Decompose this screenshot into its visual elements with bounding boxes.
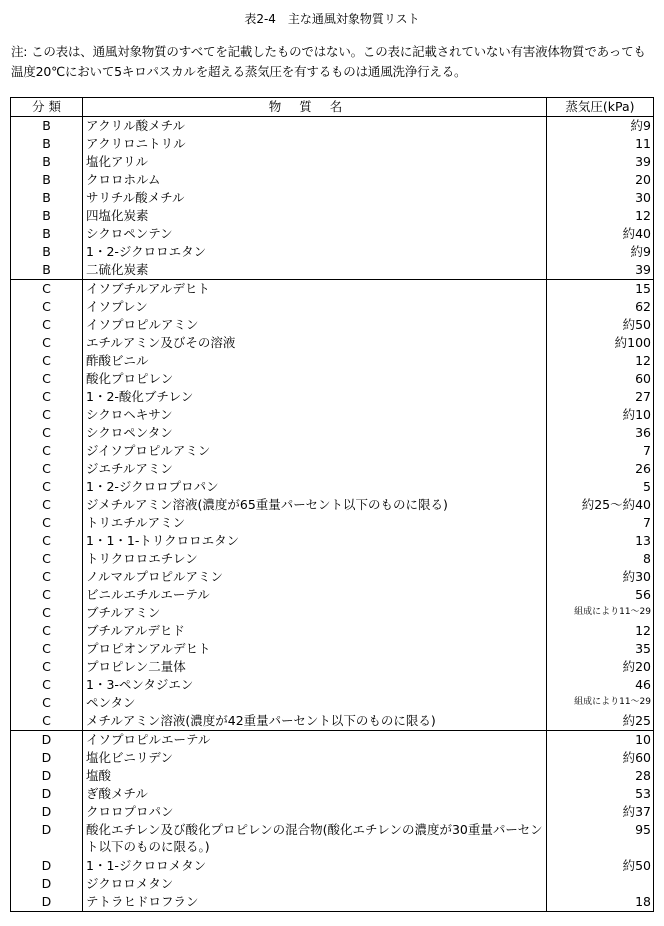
- table-header-row: [11, 98, 654, 117]
- table-row: [11, 225, 654, 243]
- row-vapor-pressure: 約37: [547, 803, 654, 821]
- row-category: B: [11, 135, 83, 153]
- header-category: 分 類: [11, 98, 83, 117]
- row-substance-name: 1・1・1-トリクロロエタン: [83, 532, 547, 550]
- row-vapor-pressure: 組成により11～29: [547, 604, 654, 622]
- row-category: C: [11, 298, 83, 316]
- row-category: D: [11, 767, 83, 785]
- table-row: [11, 767, 654, 785]
- row-vapor-pressure: 95: [547, 821, 654, 857]
- row-vapor-pressure: 約9: [547, 116, 654, 135]
- row-vapor-pressure: 約40: [547, 225, 654, 243]
- row-vapor-pressure: 56: [547, 586, 654, 604]
- row-substance-name: 1・2-酸化ブチレン: [83, 388, 547, 406]
- table-row: [11, 604, 654, 622]
- table-row: [11, 749, 654, 767]
- table-row: [11, 279, 654, 298]
- header-substance-name: 物質名: [83, 98, 547, 117]
- table-row: [11, 207, 654, 225]
- row-category: D: [11, 730, 83, 749]
- row-vapor-pressure: 46: [547, 676, 654, 694]
- row-category: C: [11, 640, 83, 658]
- row-category: B: [11, 189, 83, 207]
- table-row: [11, 893, 654, 912]
- row-vapor-pressure: 36: [547, 424, 654, 442]
- row-vapor-pressure: 5: [547, 478, 654, 496]
- table-row: [11, 857, 654, 875]
- row-category: C: [11, 388, 83, 406]
- row-substance-name: ぎ酸メチル: [83, 785, 547, 803]
- row-category: C: [11, 658, 83, 676]
- row-category: C: [11, 694, 83, 712]
- row-substance-name: プロピレン二量体: [83, 658, 547, 676]
- row-substance-name: ジクロロメタン: [83, 875, 547, 893]
- row-substance-name: ジメチルアミン溶液(濃度が65重量パーセント以下のものに限る): [83, 496, 547, 514]
- row-category: B: [11, 207, 83, 225]
- row-vapor-pressure: 53: [547, 785, 654, 803]
- row-substance-name: ビニルエチルエーテル: [83, 586, 547, 604]
- row-vapor-pressure: 27: [547, 388, 654, 406]
- row-vapor-pressure: 62: [547, 298, 654, 316]
- row-category: B: [11, 153, 83, 171]
- row-substance-name: ジエチルアミン: [83, 460, 547, 478]
- row-vapor-pressure: 13: [547, 532, 654, 550]
- row-vapor-pressure: 10: [547, 730, 654, 749]
- row-category: C: [11, 532, 83, 550]
- table-row: [11, 676, 654, 694]
- row-substance-name: イソプロピルアミン: [83, 316, 547, 334]
- row-category: C: [11, 442, 83, 460]
- row-vapor-pressure: 約60: [547, 749, 654, 767]
- table-row: [11, 298, 654, 316]
- row-category: D: [11, 893, 83, 912]
- row-category: C: [11, 586, 83, 604]
- table-row: [11, 316, 654, 334]
- row-vapor-pressure: 39: [547, 261, 654, 280]
- row-vapor-pressure: 約50: [547, 857, 654, 875]
- table-row: [11, 370, 654, 388]
- row-category: D: [11, 785, 83, 803]
- row-substance-name: サリチル酸メチル: [83, 189, 547, 207]
- table-row: [11, 460, 654, 478]
- row-vapor-pressure: 8: [547, 550, 654, 568]
- row-category: C: [11, 352, 83, 370]
- row-substance-name: トリエチルアミン: [83, 514, 547, 532]
- table-row: [11, 189, 654, 207]
- row-substance-name: イソプロピルエーテル: [83, 730, 547, 749]
- table-row: [11, 730, 654, 749]
- row-vapor-pressure: 約30: [547, 568, 654, 586]
- row-vapor-pressure: 7: [547, 442, 654, 460]
- row-vapor-pressure: 60: [547, 370, 654, 388]
- row-substance-name: クロロホルム: [83, 171, 547, 189]
- row-vapor-pressure: 組成により11～29: [547, 694, 654, 712]
- table-row: [11, 550, 654, 568]
- row-substance-name: 塩化ビニリデン: [83, 749, 547, 767]
- row-category: D: [11, 875, 83, 893]
- page-title: 表2-4 主な通風対象物質リスト: [244, 12, 420, 26]
- row-vapor-pressure: 約9: [547, 243, 654, 261]
- table-row: [11, 171, 654, 189]
- row-category: B: [11, 116, 83, 135]
- table-row: [11, 496, 654, 514]
- row-substance-name: 塩化アリル: [83, 153, 547, 171]
- row-vapor-pressure: 15: [547, 279, 654, 298]
- row-substance-name: 1・2-ジクロロエタン: [83, 243, 547, 261]
- row-vapor-pressure: 7: [547, 514, 654, 532]
- table-row: [11, 514, 654, 532]
- row-category: C: [11, 604, 83, 622]
- row-vapor-pressure: 約20: [547, 658, 654, 676]
- row-vapor-pressure: 35: [547, 640, 654, 658]
- row-category: D: [11, 857, 83, 875]
- row-category: B: [11, 243, 83, 261]
- row-vapor-pressure: 11: [547, 135, 654, 153]
- row-substance-name: ブチルアミン: [83, 604, 547, 622]
- table-row: [11, 532, 654, 550]
- row-vapor-pressure: 約25: [547, 712, 654, 731]
- row-category: C: [11, 514, 83, 532]
- row-vapor-pressure: 20: [547, 171, 654, 189]
- row-substance-name: 1・3-ペンタジエン: [83, 676, 547, 694]
- table-row: [11, 622, 654, 640]
- row-vapor-pressure: 12: [547, 622, 654, 640]
- table-row: [11, 875, 654, 893]
- row-vapor-pressure: 26: [547, 460, 654, 478]
- row-category: D: [11, 749, 83, 767]
- row-substance-name: アクリロニトリル: [83, 135, 547, 153]
- row-category: B: [11, 171, 83, 189]
- row-substance-name: ノルマルプロピルアミン: [83, 568, 547, 586]
- row-substance-name: 1・1-ジクロロメタン: [83, 857, 547, 875]
- row-substance-name: シクロペンテン: [83, 225, 547, 243]
- row-vapor-pressure: 12: [547, 352, 654, 370]
- row-category: C: [11, 316, 83, 334]
- table-row: [11, 261, 654, 280]
- table-note: 注: この表は、通風対象物質のすべてを記載したものではない。この表に記載されていない有害液体物質であっても温度20℃において5キロパスカルを超える蒸気圧を有するものは通風洗浄行える。: [11, 44, 646, 79]
- row-category: D: [11, 803, 83, 821]
- row-substance-name: トリクロロエチレン: [83, 550, 547, 568]
- row-category: C: [11, 622, 83, 640]
- row-substance-name: イソブチルアルデヒト: [83, 279, 547, 298]
- table-row: [11, 478, 654, 496]
- row-substance-name: シクロヘキサン: [83, 406, 547, 424]
- row-vapor-pressure: 39: [547, 153, 654, 171]
- row-substance-name: 酸化エチレン及び酸化プロピレンの混合物(酸化エチレンの濃度が30重量パーセント以下のものに限る。): [83, 821, 547, 857]
- row-category: C: [11, 496, 83, 514]
- row-category: C: [11, 676, 83, 694]
- table-row: [11, 153, 654, 171]
- substance-table: [10, 97, 654, 912]
- row-substance-name: 塩酸: [83, 767, 547, 785]
- row-vapor-pressure: 12: [547, 207, 654, 225]
- table-row: [11, 135, 654, 153]
- row-substance-name: 二硫化炭素: [83, 261, 547, 280]
- row-category: C: [11, 370, 83, 388]
- row-substance-name: 四塩化炭素: [83, 207, 547, 225]
- table-row: [11, 406, 654, 424]
- table-row: [11, 388, 654, 406]
- row-category: C: [11, 478, 83, 496]
- row-category: D: [11, 821, 83, 857]
- row-category: C: [11, 568, 83, 586]
- row-category: C: [11, 334, 83, 352]
- table-row: [11, 352, 654, 370]
- row-substance-name: クロロプロパン: [83, 803, 547, 821]
- row-vapor-pressure: [547, 875, 654, 893]
- table-row: [11, 803, 654, 821]
- row-vapor-pressure: 28: [547, 767, 654, 785]
- row-substance-name: イソプレン: [83, 298, 547, 316]
- table-row: [11, 243, 654, 261]
- row-category: B: [11, 225, 83, 243]
- row-substance-name: メチルアミン溶液(濃度が42重量パーセント以下のものに限る): [83, 712, 547, 731]
- row-category: B: [11, 261, 83, 280]
- row-substance-name: エチルアミン及びその溶液: [83, 334, 547, 352]
- row-category: C: [11, 460, 83, 478]
- table-row: [11, 821, 654, 857]
- row-category: C: [11, 406, 83, 424]
- row-substance-name: アクリル酸メチル: [83, 116, 547, 135]
- row-substance-name: 酸化プロピレン: [83, 370, 547, 388]
- row-substance-name: 酢酸ビニル: [83, 352, 547, 370]
- row-category: C: [11, 279, 83, 298]
- table-row: [11, 785, 654, 803]
- table-row: [11, 116, 654, 135]
- row-substance-name: プロピオンアルデヒト: [83, 640, 547, 658]
- row-substance-name: ジイソプロピルアミン: [83, 442, 547, 460]
- table-row: [11, 640, 654, 658]
- row-vapor-pressure: 30: [547, 189, 654, 207]
- row-vapor-pressure: 約50: [547, 316, 654, 334]
- header-vapor-pressure: 蒸気圧(kPa): [547, 98, 654, 117]
- table-row: [11, 424, 654, 442]
- row-category: C: [11, 550, 83, 568]
- row-category: C: [11, 712, 83, 731]
- row-substance-name: テトラヒドロフラン: [83, 893, 547, 912]
- row-vapor-pressure: 18: [547, 893, 654, 912]
- table-row: [11, 694, 654, 712]
- row-vapor-pressure: 約100: [547, 334, 654, 352]
- table-row: [11, 658, 654, 676]
- row-category: C: [11, 424, 83, 442]
- row-vapor-pressure: 約25～約40: [547, 496, 654, 514]
- row-substance-name: ブチルアルデヒド: [83, 622, 547, 640]
- row-substance-name: シクロペンタン: [83, 424, 547, 442]
- row-substance-name: 1・2-ジクロロプロパン: [83, 478, 547, 496]
- table-row: [11, 586, 654, 604]
- row-substance-name: ペンタン: [83, 694, 547, 712]
- row-vapor-pressure: 約10: [547, 406, 654, 424]
- table-row: [11, 568, 654, 586]
- table-row: [11, 442, 654, 460]
- table-row: [11, 712, 654, 731]
- table-row: [11, 334, 654, 352]
